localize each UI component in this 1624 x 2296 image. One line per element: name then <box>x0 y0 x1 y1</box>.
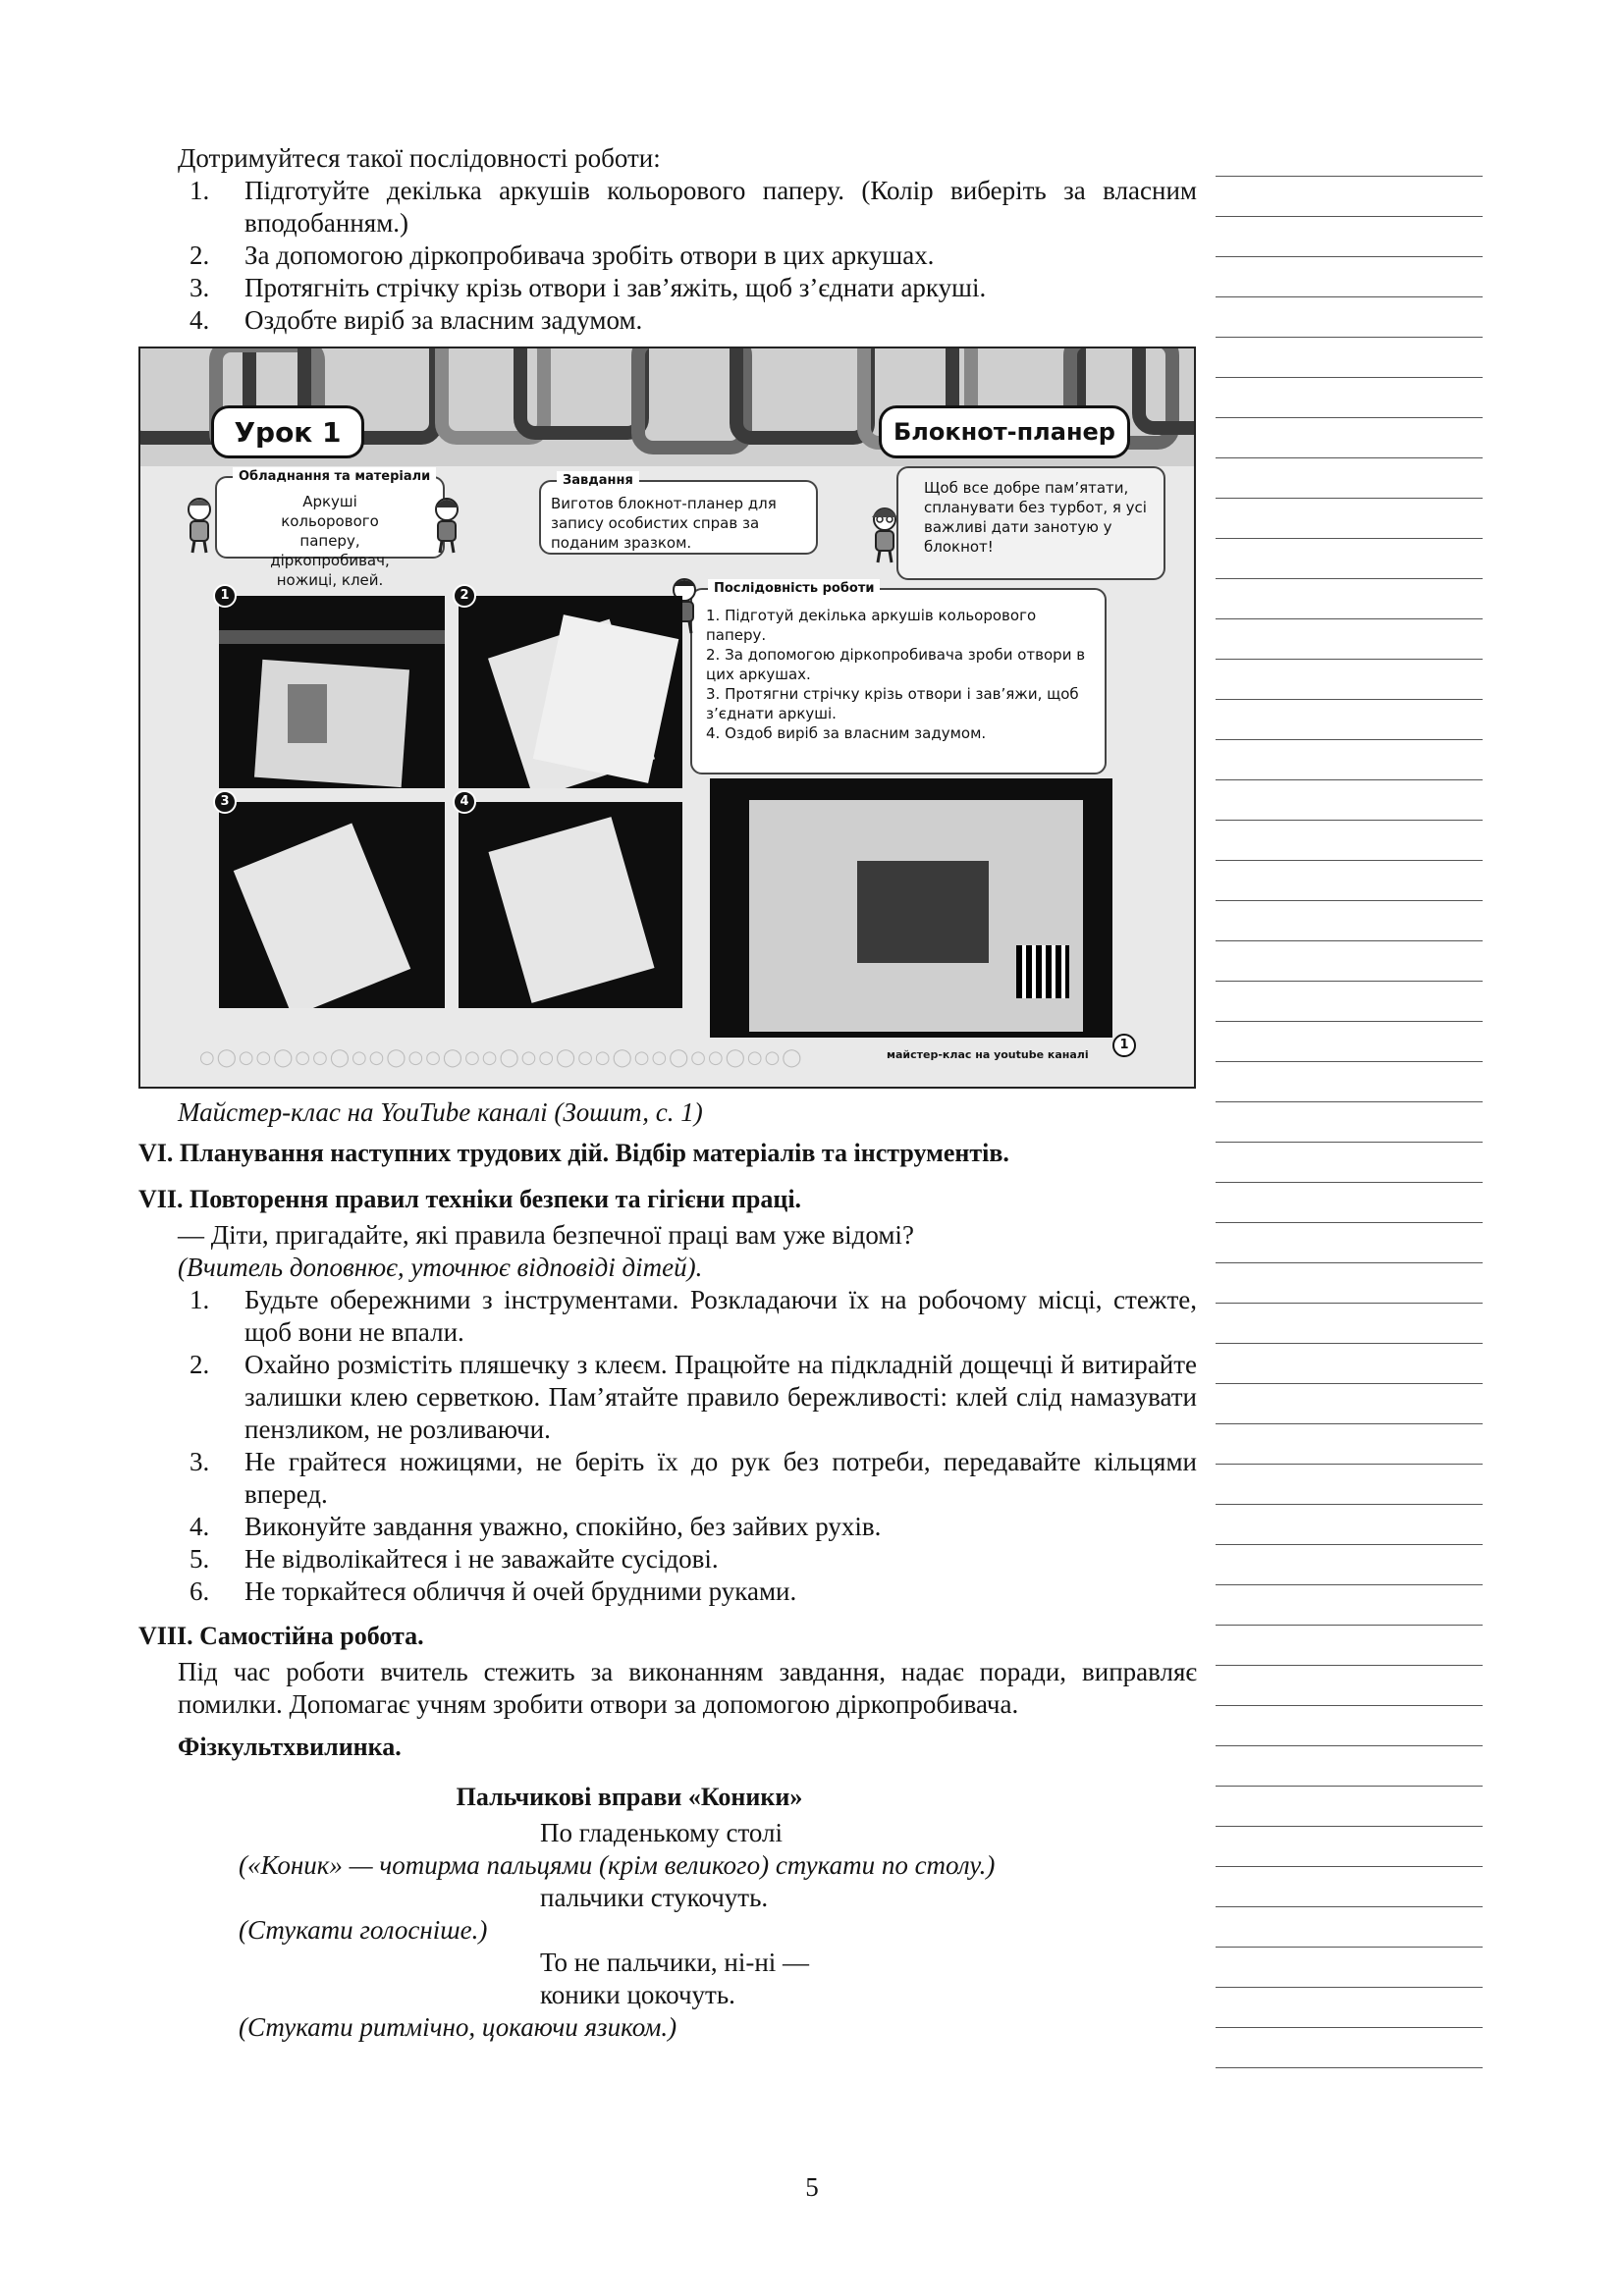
poem-line: То не пальчики, ні-ні — <box>540 1948 810 1977</box>
qr-caption: майстер-клас на youtube каналі <box>887 1048 1089 1061</box>
child-figure-icon <box>180 496 219 555</box>
list-item: 1. Будьте обережними з інструментами. Розкладаючи їх на робочому місці, стежте, щоб вони не впали. <box>189 1285 1197 1347</box>
teacher-note: (Вчитель доповнює, уточнює відповіді дітей). <box>178 1253 703 1282</box>
materials-box: Обладнання та матеріали Аркуші кольорового паперу, діркопробивач, ножиці, клей. <box>215 476 445 559</box>
workbook-illustration <box>138 347 1196 1089</box>
poem-direction: (Стукати ритмічно, цокаючи язиком.) <box>239 2012 677 2042</box>
list-item: 4. Оздобте виріб за власним задумом. <box>189 305 643 335</box>
work-steps-list <box>138 175 1197 337</box>
decorative-dots: ○◯○○◯○○◯○○◯○○◯○○◯○○◯○○◯○○◯○○◯○○◯ <box>199 1047 804 1068</box>
physical-break-heading: Фізкультхвилинка. <box>178 1733 402 1761</box>
list-item: 3. Не грайтеся ножицями, не беріть їх до рук без потреби, передавайте кільцями вперед. <box>189 1447 1197 1509</box>
lesson-badge: Урок 1 <box>211 405 364 458</box>
poem-line: коники цокочуть. <box>540 1980 735 2009</box>
step-number-badge: 3 <box>213 790 237 814</box>
intro-text: Дотримуйтеся такої послідовності роботи: <box>178 143 661 173</box>
sequence-box: Послідовність роботи 1. Підготуй декілька аркушів кольорового паперу. 2. За допомогою діркопробивача зроби отвори в цих аркушах. 3. Протягни стрічку крізь отвори і зав’яжи, щоб з’єднати аркуші. 4. Оздоб виріб за власним задумом. <box>690 588 1107 774</box>
sequence-step: 4. Оздоб виріб за власним задумом. <box>706 724 987 742</box>
list-item: 2. За допомогою діркопробивача зробіть отвори в цих аркушах. <box>189 240 935 270</box>
figure-caption: Майстер-клас на YouTube каналі (Зошит, с. 1) <box>178 1097 703 1127</box>
page-content <box>138 142 1197 2044</box>
step-number-badge: 4 <box>453 790 476 814</box>
list-item: 5. Не відволікайтеся і не заважайте сусідові. <box>189 1544 719 1574</box>
photo-step-1 <box>219 596 445 788</box>
step-number-badge: 2 <box>453 584 476 608</box>
poem-title: Пальчикові вправи «Коники» <box>456 1783 803 1811</box>
photo-step-2 <box>459 596 682 788</box>
list-item: 3. Протягніть стрічку крізь отвори і зав’яжіть, щоб з’єднати аркуші. <box>189 273 987 302</box>
poem-line: пальчики стукочуть. <box>540 1883 769 1912</box>
sequence-step: 2. За допомогою діркопробивача зроби отвори в цих аркушах. <box>706 646 1086 683</box>
qr-code-icon <box>1016 945 1069 998</box>
list-item: 1. Підготуйте декілька аркушів кольорового паперу. (Колір виберіть за власним вподобанням.) <box>189 176 1197 238</box>
teacher-question: — Діти, пригадайте, які правила безпечної праці вам уже відомі? <box>178 1220 914 1250</box>
list-item: 6. Не торкайтеся обличчя й очей брудними руками. <box>189 1576 797 1606</box>
task-box: Завдання Виготов блокнот-планер для запису особистих справ за поданим зразком. <box>539 480 818 555</box>
poem <box>138 1817 1197 2044</box>
sequence-step: 3. Протягни стрічку крізь отвори і зав’яжи, щоб з’єднати аркуші. <box>706 685 1079 722</box>
photo-finished-notebook <box>710 778 1112 1038</box>
margin-note-lines <box>1216 175 1483 2107</box>
poem-line: По гладенькому столі <box>540 1818 784 1847</box>
product-title-badge: Блокнот-планер <box>879 405 1130 458</box>
photo-step-4 <box>459 802 682 1008</box>
child-figure-icon <box>427 496 466 555</box>
rhyme-note-box: Щоб все добре пам’ятати, спланувати без турбот, я усі важливі дати занотую у блокнот! <box>896 466 1165 580</box>
list-item: 4. Виконуйте завдання уважно, спокійно, без зайвих рухів. <box>189 1512 882 1541</box>
list-item: 2. Охайно розмістіть пляшечку з клеєм. Працюйте на підкладній дощечці й витирайте залишки клею серветкою. Пам’ятайте правило бережливості: клей слід намазувати пензликом, не розливаючи. <box>189 1350 1197 1444</box>
section-heading-8: VIII. Самостійна робота. <box>138 1622 424 1650</box>
child-figure-icon <box>865 506 904 564</box>
poem-direction: (Стукати голосніше.) <box>239 1915 488 1945</box>
page-badge: 1 <box>1112 1034 1136 1057</box>
safety-rules-list <box>138 1284 1197 1608</box>
photo-step-3 <box>219 802 445 1008</box>
sequence-step: 1. Підготуй декілька аркушів кольорового паперу. <box>706 607 1037 644</box>
page-number: 5 <box>805 2172 819 2202</box>
independent-work-text: Під час роботи вчитель стежить за виконанням завдання, надає поради, виправляє помилки. Допомагає учням зробити отвори за допомогою діркопробивача. <box>178 1657 1197 1719</box>
poem-direction: («Коник» — чотирма пальцями (крім великого) стукати по столу.) <box>239 1850 996 1880</box>
step-number-badge: 1 <box>213 584 237 608</box>
section-heading-6: VI. Планування наступних трудових дій. Відбір матеріалів та інструментів. <box>138 1139 1009 1167</box>
section-heading-7: VII. Повторення правил техніки безпеки та гігієни праці. <box>138 1185 802 1213</box>
